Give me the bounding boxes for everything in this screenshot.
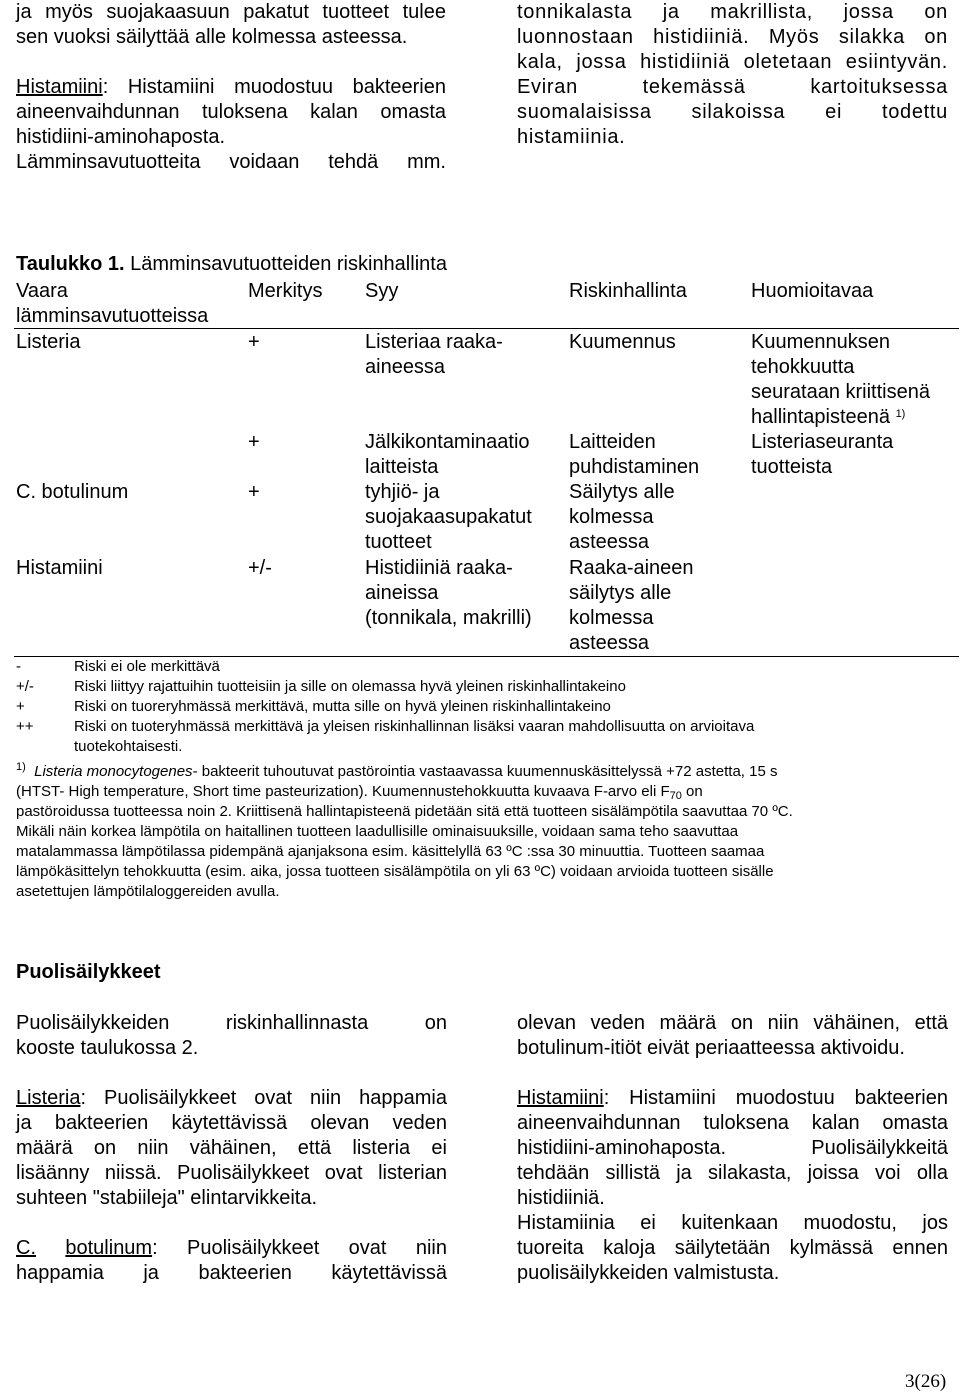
listeria-paragraph-line xyxy=(16,1086,447,1111)
paragraph-line: botulinum-itiöt eivät periaatteessa aktivoidu. xyxy=(517,1037,905,1059)
paragraph-line: histidiini-aminohaposta. Puolisäilykkeitä xyxy=(517,1137,948,1159)
paragraph-line: ja bakteerien käytettävissä olevan veden xyxy=(16,1112,447,1134)
footnote-marker: 1) xyxy=(16,761,26,773)
header-merkitys: Merkitys xyxy=(248,280,323,302)
row-botulinum-syy xyxy=(365,480,532,555)
cell-text: Raaka-aineen xyxy=(569,557,694,579)
legend-symbol: +/- xyxy=(16,678,34,695)
listeria-label: Listeria xyxy=(16,1087,81,1109)
row-histamiini-merkitys: +/- xyxy=(248,557,272,579)
paragraph-line: lisäänny niissä. Puolisäilykkeet ovat listerian xyxy=(16,1162,447,1184)
botulinum-paragraph-line xyxy=(16,1236,447,1261)
histamiini-paragraph-line xyxy=(517,1086,948,1111)
row-botulinum-merkitys: + xyxy=(248,481,260,503)
paragraph-line: Puolisäilykkeiden riskinhallinnasta on xyxy=(16,1012,447,1034)
cell-text: Kuumennuksen xyxy=(751,331,890,353)
cell-text: tuotteista xyxy=(751,456,833,478)
table-caption: Lämminsavutuotteiden riskinhallinta xyxy=(124,253,447,275)
footnote-line xyxy=(16,762,946,782)
table-header-divider xyxy=(14,328,959,329)
cell-text: kolmessa xyxy=(569,607,654,629)
cell-text: aineessa xyxy=(365,356,446,378)
paragraph-line: määrä on niin vähäinen, että listeria ei xyxy=(16,1137,447,1159)
footnote-line: lämpökäsittelyn tehokkuutta (esim. aika, jossa tuotteen sisälämpötila on yli 63 ºC) voidaan arvioida tuotteen sisälle xyxy=(16,863,774,880)
row-listeria-huomioitavaa xyxy=(751,330,930,430)
cell-text: säilytys alle xyxy=(569,582,672,604)
paragraph-line: aineenvaihdunnan tuloksena kalan omasta xyxy=(16,101,446,123)
footnote-text: on xyxy=(681,783,703,800)
cell-text: asteessa xyxy=(569,632,650,654)
cell-text: seurataan kriittisenä xyxy=(751,381,930,403)
paragraph-line: suomalaisissa silakoissa ei todettu xyxy=(517,101,948,123)
paragraph-text: : Histamiini muodostuu bakteerien xyxy=(603,1087,948,1109)
table-number: Taulukko 1. xyxy=(16,253,125,275)
cell-text: tehokkuutta xyxy=(751,356,855,378)
row-listeria-vaara: Listeria xyxy=(16,331,81,353)
cell-text: asteessa xyxy=(569,531,650,553)
paragraph-line: puolisäilykkeiden valmistusta. xyxy=(517,1262,780,1284)
paragraph-line: Eviran tekemässä kartoituksessa xyxy=(517,76,948,98)
cell-text: kolmessa xyxy=(569,506,654,528)
legend-text: Riski on tuoteryhmässä merkittävä ja yleisen riskinhallinnan lisäksi vaaran mahdollisuutta on arvioitava xyxy=(74,718,755,735)
footnote-line: asetettujen lämpötilaloggereiden avulla. xyxy=(16,883,280,900)
row-histamiini-riskinhallinta xyxy=(569,556,694,656)
table-title xyxy=(16,252,447,277)
top-right-column xyxy=(517,0,948,150)
row-histamiini-vaara: Histamiini xyxy=(16,557,103,579)
legend-symbol: + xyxy=(16,698,25,715)
cell-text: Listeriaa raaka- xyxy=(365,331,503,353)
top-left-column xyxy=(16,0,446,175)
paragraph-line: histidiiniä. xyxy=(517,1187,605,1209)
paragraph-line: kala, jossa histidiiniä oletetaan esiintyvän. xyxy=(517,51,948,73)
bottom-left-column xyxy=(16,1011,447,1286)
footnote-line: Mikäli näin korkea lämpötila on haitallinen tuotteen laadullisille ominaisuuksille, voidaan sama teho saavuttaa xyxy=(16,823,739,840)
paragraph-line: luonnostaan histidiiniä. Myös silakka on xyxy=(517,26,948,48)
paragraph-line: histidiini-aminohaposta. xyxy=(16,126,226,148)
cell-text: laitteista xyxy=(365,456,439,478)
row-jalkikontaminaatio-riskinhallinta xyxy=(569,430,699,480)
footnote-subscript: 70 xyxy=(669,790,682,802)
footnote-text: (HTST- High temperature, Short time pasteurization). Kuumennustehokkuutta kuvaava F-arvo eli F xyxy=(16,783,670,800)
legend-symbols xyxy=(16,657,34,737)
header-text: Vaara xyxy=(16,280,68,302)
botulinum-label: botulinum xyxy=(65,1237,153,1259)
row-listeria-syy xyxy=(365,330,503,380)
legend-symbol: - xyxy=(16,658,21,675)
paragraph-line: aineenvaihdunnan tuloksena kalan omasta xyxy=(517,1112,948,1134)
botulinum-c-label: C. xyxy=(16,1237,36,1259)
header-riskinhallinta: Riskinhallinta xyxy=(569,280,687,302)
row-jalkikontaminaatio-merkitys: + xyxy=(248,431,260,453)
footnote-line: pastöroidussa tuotteessa noin 2. Kriittisenä hallintapisteenä pidetään sitä että tuotteen sisälämpötila saavuttaa 70 ºC. xyxy=(16,803,793,820)
footnote-line: matalammassa lämpötilassa pidempänä ajanjaksona esim. käsittelyllä 63 ºC :ssa 30 minuuttia. Tuotteen saamaa xyxy=(16,843,765,860)
legend-text: Riski ei ole merkittävä xyxy=(74,658,220,675)
paragraph-line: histamiinia. xyxy=(517,126,626,148)
paragraph-line: suhteen "stabiileja" elintarvikkeita. xyxy=(16,1187,318,1209)
section-title: Puolisäilykkeet xyxy=(16,961,161,983)
cell-text xyxy=(751,405,930,430)
paragraph-line: olevan veden määrä on niin vähäinen, että xyxy=(517,1012,948,1034)
paragraph-text: : Puolisäilykkeet ovat niin xyxy=(152,1237,447,1259)
header-text: lämminsavutuotteissa xyxy=(16,305,209,327)
paragraph-text: : Histamiini muodostuu bakteerien xyxy=(102,76,446,98)
footnote-text: - bakteerit tuhoutuvat pastörointia vastaavassa kuumennuskäsittelyssä +72 astetta, 15 s xyxy=(192,763,778,780)
legend-text: Riski on tuoreryhmässä merkittävä, mutta sille on hyvä yleinen riskinhallintakeino xyxy=(74,698,611,715)
paragraph-line: Lämminsavutuotteita voidaan tehdä mm. xyxy=(16,151,446,173)
header-syy: Syy xyxy=(365,280,399,302)
row-botulinum-vaara: C. botulinum xyxy=(16,481,129,503)
histamiini-label: Histamiini xyxy=(16,76,103,98)
page-number: 3(26) xyxy=(905,1371,947,1392)
cell-text: Jälkikontaminaatio xyxy=(365,431,530,453)
paragraph-line: tuoreita kaloja säilytetään kylmässä ennen xyxy=(517,1237,948,1259)
legend-symbol: ++ xyxy=(16,718,34,735)
cell-text: Laitteiden xyxy=(569,431,656,453)
legend-text: Riski liittyy rajattuihin tuotteisiin ja sille on olemassa hyvä yleinen riskinhallintakeino xyxy=(74,678,626,695)
paragraph-line: tonnikalasta ja makrillista, jossa on xyxy=(517,1,948,23)
histamiini-paragraph-line xyxy=(16,75,446,100)
cell-text: tuotteet xyxy=(365,531,432,553)
legend-texts xyxy=(74,657,754,757)
row-listeria-merkitys: + xyxy=(248,331,260,353)
cell-text: puhdistaminen xyxy=(569,456,700,478)
bottom-right-column xyxy=(517,1011,948,1286)
row-botulinum-riskinhallinta xyxy=(569,480,675,555)
paragraph-line: kooste taulukossa 2. xyxy=(16,1037,199,1059)
paragraph-text: : Puolisäilykkeet ovat niin happamia xyxy=(80,1087,447,1109)
cell-text: hallintapisteenä xyxy=(751,406,890,428)
row-jalkikontaminaatio-huomioitavaa xyxy=(751,430,893,480)
histamiini-label: Histamiini xyxy=(517,1087,604,1109)
row-jalkikontaminaatio-syy xyxy=(365,430,530,480)
cell-text: aineissa xyxy=(365,582,439,604)
cell-text: Säilytys alle xyxy=(569,481,675,503)
header-vaara xyxy=(16,279,208,329)
cell-text: Histidiiniä raaka- xyxy=(365,557,513,579)
paragraph-line: sen vuoksi säilyttää alle kolmessa asteessa. xyxy=(16,26,408,48)
row-listeria-riskinhallinta: Kuumennus xyxy=(569,331,676,353)
paragraph-line: Histamiinia ei kuitenkaan muodostu, jos xyxy=(517,1212,948,1234)
cell-text: (tonnikala, makrilli) xyxy=(365,607,532,629)
species-name: Listeria monocytogenes xyxy=(34,763,193,780)
cell-text: tyhjiö- ja xyxy=(365,481,440,503)
row-histamiini-syy xyxy=(365,556,532,631)
header-huomioitavaa: Huomioitavaa xyxy=(751,280,874,302)
footnote xyxy=(16,762,946,902)
paragraph-line: happamia ja bakteerien käytettävissä xyxy=(16,1262,447,1284)
cell-text: Listeriaseuranta xyxy=(751,431,894,453)
legend-text: tuotekohtaisesti. xyxy=(74,738,183,755)
footnote-ref: 1) xyxy=(895,408,906,420)
paragraph-line: tehdään sillistä ja silakasta, joissa voi olla xyxy=(517,1162,948,1184)
footnote-line xyxy=(16,782,946,802)
cell-text: suojakaasupakatut xyxy=(365,506,532,528)
paragraph-line: ja myös suojakaasuun pakatut tuotteet tulee xyxy=(16,1,446,23)
